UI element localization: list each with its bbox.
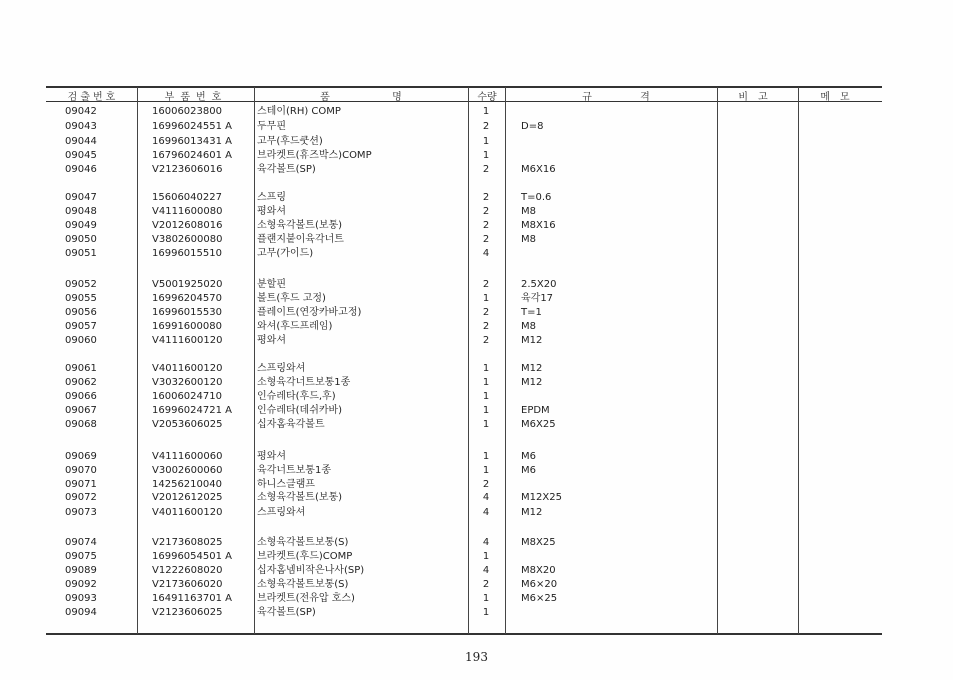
row-no: 09042 (65, 106, 97, 117)
row-part: 16996024721 A (152, 405, 233, 416)
row-qty: 4 (482, 248, 490, 259)
table-row (0, 478, 953, 492)
table-row (0, 491, 953, 505)
table-row (0, 362, 953, 376)
table-row (0, 464, 953, 478)
table-row (0, 334, 953, 348)
row-qty: 4 (482, 565, 490, 576)
header-spec-b: 격 (640, 92, 656, 103)
row-name: 육각볼트(SP) (257, 607, 316, 618)
row-part: 16796024601 A (152, 150, 233, 161)
row-part: 14256210040 (152, 479, 222, 490)
row-part: 16991600080 (152, 321, 222, 332)
row-spec: M12X25 (521, 492, 562, 503)
row-qty: 1 (482, 106, 490, 117)
row-qty: 2 (482, 192, 490, 203)
row-spec: M8X16 (521, 220, 556, 231)
row-part: V4111600120 (152, 335, 223, 346)
row-name: 고무(후드쿳션) (257, 136, 323, 147)
row-part: 16996015510 (152, 248, 222, 259)
header-remark: 비고 (738, 92, 778, 103)
row-name: 십자홈육각볼트 (257, 419, 325, 430)
row-no: 09048 (65, 206, 97, 217)
table-row (0, 606, 953, 620)
row-part: V2012612025 (152, 492, 223, 503)
row-qty: 2 (482, 164, 490, 175)
row-part: 16996024551 A (152, 121, 233, 132)
row-spec: M6 (521, 465, 536, 476)
table-row (0, 149, 953, 163)
row-no: 09046 (65, 164, 97, 175)
row-part: V4011600120 (152, 363, 223, 374)
row-no: 09050 (65, 234, 97, 245)
row-part: V2053606025 (152, 419, 223, 430)
row-spec: M12 (521, 335, 543, 346)
table-row (0, 135, 953, 149)
table-row (0, 163, 953, 177)
row-part: 16006023800 (152, 106, 222, 117)
row-qty: 2 (482, 479, 490, 490)
row-name: 평와셔 (257, 451, 286, 462)
table-row (0, 292, 953, 306)
row-no: 09045 (65, 150, 97, 161)
row-qty: 2 (482, 234, 490, 245)
row-qty: 1 (482, 391, 490, 402)
table-row (0, 536, 953, 550)
row-qty: 1 (482, 551, 490, 562)
row-no: 09073 (65, 507, 97, 518)
row-no: 09051 (65, 248, 97, 259)
table-row (0, 320, 953, 334)
row-name: 분할핀 (257, 279, 286, 290)
row-no: 09055 (65, 293, 97, 304)
row-qty: 2 (482, 321, 490, 332)
row-spec: M6×20 (521, 579, 558, 590)
row-part: V4011600120 (152, 507, 223, 518)
row-spec: M6X25 (521, 419, 556, 430)
row-no: 09089 (65, 565, 97, 576)
row-qty: 1 (482, 405, 490, 416)
row-name: 인슈레타(후드,후) (257, 391, 336, 402)
row-part: 16996013431 A (152, 136, 233, 147)
row-qty: 2 (482, 307, 490, 318)
row-qty: 1 (482, 136, 490, 147)
row-spec: T=0.6 (521, 192, 552, 203)
row-name: 플랜지붙이육각너트 (257, 234, 344, 245)
row-part: V2173608025 (152, 537, 223, 548)
row-qty: 1 (482, 377, 490, 388)
row-qty: 1 (482, 150, 490, 161)
row-name: 브라켓트(휴즈박스)COMP (257, 150, 372, 161)
row-qty: 4 (482, 492, 490, 503)
row-no: 09060 (65, 335, 97, 346)
row-no: 09068 (65, 419, 97, 430)
table-row (0, 233, 953, 247)
row-part: V3002600060 (152, 465, 223, 476)
row-name: 두무핀 (257, 121, 286, 132)
row-no: 09047 (65, 192, 97, 203)
table-row (0, 205, 953, 219)
row-part: 16006024710 (152, 391, 222, 402)
row-part: 16996054501 A (152, 551, 233, 562)
row-qty: 2 (482, 279, 490, 290)
row-part: V2012608016 (152, 220, 223, 231)
row-no: 09052 (65, 279, 97, 290)
row-name: 소형육각볼트보통(S) (257, 579, 349, 590)
row-name: 고무(가이드) (257, 248, 314, 259)
row-qty: 2 (482, 335, 490, 346)
row-name: 스테이(RH) COMP (257, 106, 341, 117)
row-qty: 1 (482, 451, 490, 462)
table-row (0, 404, 953, 418)
row-no: 09075 (65, 551, 97, 562)
row-spec: 육각17 (521, 293, 554, 304)
row-spec: M6×25 (521, 593, 558, 604)
table-row (0, 450, 953, 464)
row-name: 평와셔 (257, 335, 286, 346)
table-row (0, 105, 953, 119)
row-name: 브라켓트(전유압 호스) (257, 593, 355, 604)
table-row (0, 578, 953, 592)
row-no: 09044 (65, 136, 97, 147)
row-spec: EPDM (521, 405, 550, 416)
row-name: 육각볼트(SP) (257, 164, 316, 175)
row-spec: 2.5X20 (521, 279, 557, 290)
row-name: 평와셔 (257, 206, 286, 217)
header-memo: 메모 (820, 92, 860, 103)
table-row (0, 120, 953, 134)
row-name: 소형육각볼트(보통) (257, 492, 343, 503)
page-number: 193 (465, 650, 488, 664)
header-spec-a: 규 (582, 92, 598, 103)
row-no: 09049 (65, 220, 97, 231)
row-name: 소형육각볼트보통(S) (257, 537, 349, 548)
row-part: 16491163701 A (152, 593, 233, 604)
row-no: 09070 (65, 465, 97, 476)
row-name: 소형육각너트보통1종 (257, 377, 351, 388)
row-no: 09062 (65, 377, 97, 388)
row-name: 십자홈넴비작은나사(SP) (257, 565, 365, 576)
row-part: 15606040227 (152, 192, 222, 203)
row-spec: M12 (521, 377, 543, 388)
row-no: 09061 (65, 363, 97, 374)
row-name: 브라켓트(후드)COMP (257, 551, 353, 562)
table-row (0, 278, 953, 292)
row-qty: 1 (482, 363, 490, 374)
row-name: 육각너트보통1종 (257, 465, 331, 476)
row-part: V4111600060 (152, 451, 223, 462)
row-name: 스프링와셔 (257, 363, 306, 374)
row-spec: T=1 (521, 307, 542, 318)
row-name: 인슈레타(데쉬카바) (257, 405, 343, 416)
row-spec: M8 (521, 234, 536, 245)
table-row (0, 191, 953, 205)
row-name: 하니스클램프 (257, 479, 315, 490)
header-no: 검출번호 (67, 92, 119, 103)
row-spec: M8 (521, 206, 536, 217)
row-spec: M8X25 (521, 537, 556, 548)
table-row (0, 506, 953, 520)
table-row (0, 564, 953, 578)
row-no: 09067 (65, 405, 97, 416)
table-row (0, 418, 953, 432)
row-name: 와셔(후드프레임) (257, 321, 333, 332)
row-name: 스프링 (257, 192, 286, 203)
row-qty: 2 (482, 121, 490, 132)
table-row (0, 247, 953, 261)
row-name: 소형육각볼트(보통) (257, 220, 343, 231)
row-qty: 4 (482, 507, 490, 518)
table-row (0, 592, 953, 606)
row-part: V3032600120 (152, 377, 223, 388)
table-bottom-rule (46, 633, 882, 635)
row-no: 09043 (65, 121, 97, 132)
row-no: 09066 (65, 391, 97, 402)
row-spec: M12 (521, 507, 543, 518)
row-no: 09056 (65, 307, 97, 318)
row-part: 16996015530 (152, 307, 222, 318)
row-part: V3802600080 (152, 234, 223, 245)
row-spec: M12 (521, 363, 543, 374)
table-row (0, 306, 953, 320)
table-row (0, 219, 953, 233)
table-row (0, 550, 953, 564)
header-name-b: 명 (392, 92, 408, 103)
header-part: 부품번호 (164, 92, 228, 103)
row-no: 09069 (65, 451, 97, 462)
row-no: 09092 (65, 579, 97, 590)
row-part: V5001925020 (152, 279, 223, 290)
row-spec: M8X20 (521, 565, 556, 576)
row-name: 스프링와셔 (257, 507, 306, 518)
row-spec: M6 (521, 451, 536, 462)
row-name: 플레이트(연장카바고정) (257, 307, 362, 318)
row-qty: 1 (482, 607, 490, 618)
row-qty: 1 (482, 593, 490, 604)
row-no: 09071 (65, 479, 97, 490)
row-part: V2123606025 (152, 607, 223, 618)
row-part: V1222608020 (152, 565, 223, 576)
row-part: V4111600080 (152, 206, 223, 217)
row-part: V2123606016 (152, 164, 223, 175)
row-qty: 2 (482, 220, 490, 231)
row-name: 볼트(후드 고정) (257, 293, 326, 304)
row-qty: 1 (482, 293, 490, 304)
row-qty: 1 (482, 419, 490, 430)
row-no: 09072 (65, 492, 97, 503)
row-qty: 2 (482, 206, 490, 217)
row-no: 09093 (65, 593, 97, 604)
row-part: 16996204570 (152, 293, 222, 304)
row-spec: M6X16 (521, 164, 556, 175)
table-row (0, 390, 953, 404)
row-spec: M8 (521, 321, 536, 332)
row-no: 09094 (65, 607, 97, 618)
row-qty: 4 (482, 537, 490, 548)
row-qty: 1 (482, 465, 490, 476)
row-spec: D=8 (521, 121, 544, 132)
table-row (0, 376, 953, 390)
row-no: 09057 (65, 321, 97, 332)
header-name-a: 품 (320, 92, 336, 103)
row-no: 09074 (65, 537, 97, 548)
row-qty: 2 (482, 579, 490, 590)
header-qty: 수량 (477, 92, 497, 103)
row-part: V2173606020 (152, 579, 223, 590)
